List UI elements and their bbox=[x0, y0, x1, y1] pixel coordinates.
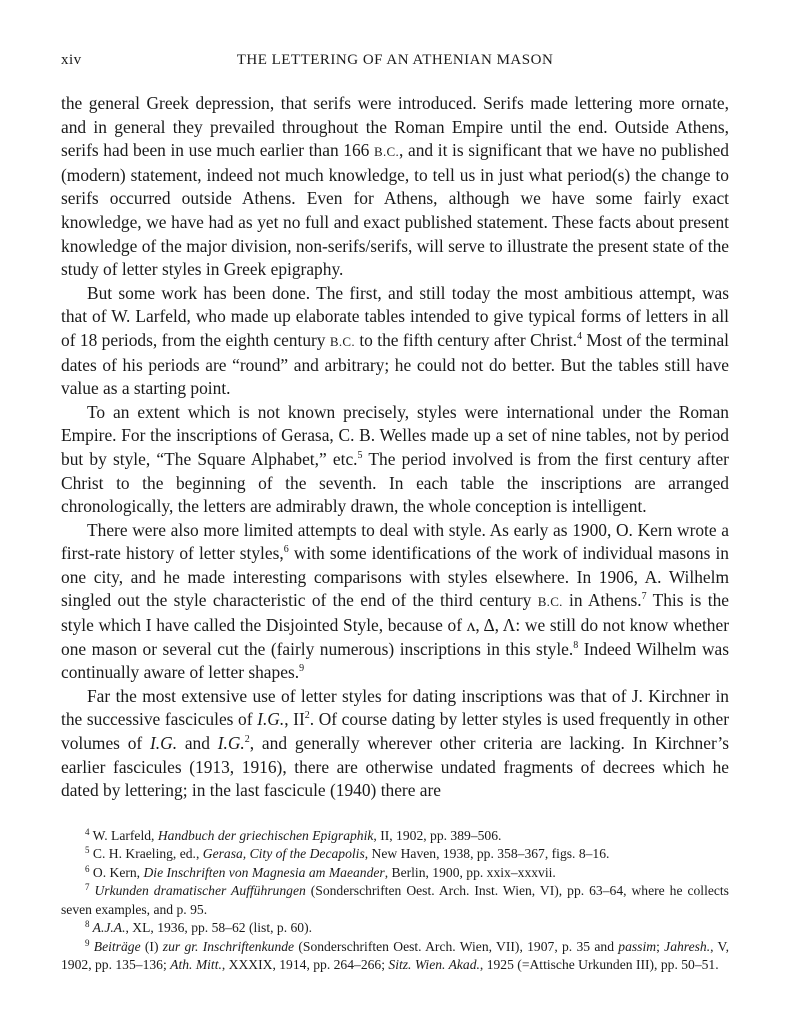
running-title: THE LETTERING OF AN ATHENIAN MASON bbox=[236, 52, 554, 68]
paragraph-1: the general Greek depression, that serifs were introduced. Serifs made lettering more ornate, and in general they prevailed throughout the Roman Empire until the end. Outside Athens, serifs had been in use much earlier than 166 B.C., and it is significant that we have no published (modern) statement, indeed not much knowledge, to tell us in just what period(s) the change to serifs occurred outside Athens. Even for Athens, although we have some fairly exact knowledge, we have had as yet no full and exact published statement. These facts about present knowledge of the major division, non-serifs/serifs, will serve to illustrate the present state of the study of letter styles in Greek epigraphy. bbox=[61, 93, 729, 280]
footnote-ref-5[interactable]: 5 bbox=[357, 449, 363, 461]
footnote-ref-8[interactable]: 8 bbox=[573, 639, 579, 651]
footnote-ref-6[interactable]: 6 bbox=[283, 544, 289, 556]
body-text bbox=[61, 92, 729, 803]
footnote-9: $^9$ Beiträge (I) zur gr. Inschriftenkunde (Sonderschriften Oest. Arch. Wien, VII), 1907, p. 35 and passim; Jahresh., V, 1902, pp. 135–136; Ath. Mitt., XXXIX, 1914, pp. 264–266; Sitz. Wien. Akad., 1925 (=Attische Urkunden III), pp. 50–51. bbox=[61, 937, 729, 973]
running-head bbox=[61, 52, 729, 78]
footnote-ref-9[interactable]: 9 bbox=[299, 663, 305, 675]
footnote-7: $^7$ Urkunden dramatischer Aufführungen (Sonderschriften Oest. Arch. Inst. Wien, VI), pp. 63–64, where he collects seven examples, and p. 95. bbox=[61, 882, 729, 917]
footnote-8: $^8$ A.J.A., XL, 1936, pp. 58–62 (list, p. 60). bbox=[85, 919, 313, 936]
footnote-ref-4[interactable]: 4 bbox=[576, 330, 582, 342]
letter-forms: ᴧ, Δ, Λ bbox=[466, 615, 516, 636]
paragraph-4: There were also more limited attempts to deal with style. As early as 1900, O. Kern wrote a first-rate history of letter styles,$^6$ with some identifications of the work of individual masons in one city, and he made interesting comparisons with styles elsewhere. In 1906, A. Wilhelm singled out the style characteristic of the end of the third century B.C. in Athens.$^7$ This is the style which I have called the Disjointed Style, because of ᴧ, Δ, Λ: we still do not know whether one mason or several cut the (fairly numerous) inscriptions in this style.$^8$ Indeed Wilhelm was continually aware of letter shapes.$^9$ bbox=[61, 519, 729, 683]
footnote-5: $^5$ C. H. Kraeling, ed., Gerasa, City of the Decapolis, New Haven, 1938, pp. 358–367, figs. 8–16. bbox=[85, 845, 610, 862]
book-page bbox=[61, 52, 729, 975]
footnotes bbox=[61, 827, 729, 975]
paragraph-3: To an extent which is not known precisely, styles were international under the Roman Empire. For the inscriptions of Gerasa, C. B. Welles made up a set of nine tables, not by period but by style, “The Square Alphabet,” etc.$^5$ The period involved is from the first century after Christ to the beginning of the seventh. In each table the inscriptions are arranged chronologically, the letters are admirably drawn, the whole conception is intelligent. bbox=[61, 401, 729, 517]
paragraph-5: Far the most extensive use of letter styles for dating inscriptions was that of J. Kirchner in the successive fascicules of I.G., $II^2$. Of course dating by letter styles is used frequently in other volumes of I.G. and I.G.$^2$, and generally wherever other criteria are lacking. In Kirchner’s earlier fascicules (1913, 1916), there are otherwise undated fragments of decrees which he dated by lettering; in the last fascicule (1940) there are bbox=[61, 685, 729, 801]
footnote-ref-7[interactable]: 7 bbox=[641, 591, 647, 603]
footnote-4: $^4$ W. Larfeld, Handbuch der griechischen Epigraphik, II, 1902, pp. 389–506. bbox=[85, 826, 502, 843]
paragraph-2: But some work has been done. The first, and still today the most ambitious attempt, was that of W. Larfeld, who made up elaborate tables intended to give typical forms of letters in all of 18 periods, from the eighth century B.C. to the fifth century after Christ.$^4$ Most of the terminal dates of his periods are “round” and arbitrary; he could not do better. But the tables still have value as a starting point. bbox=[61, 282, 729, 399]
page-number: xiv bbox=[61, 52, 82, 68]
footnote-6: $^6$ O. Kern, Die Inschriften von Magnesia am Maeander, Berlin, 1900, pp. xxix–xxxvii. bbox=[85, 863, 556, 880]
